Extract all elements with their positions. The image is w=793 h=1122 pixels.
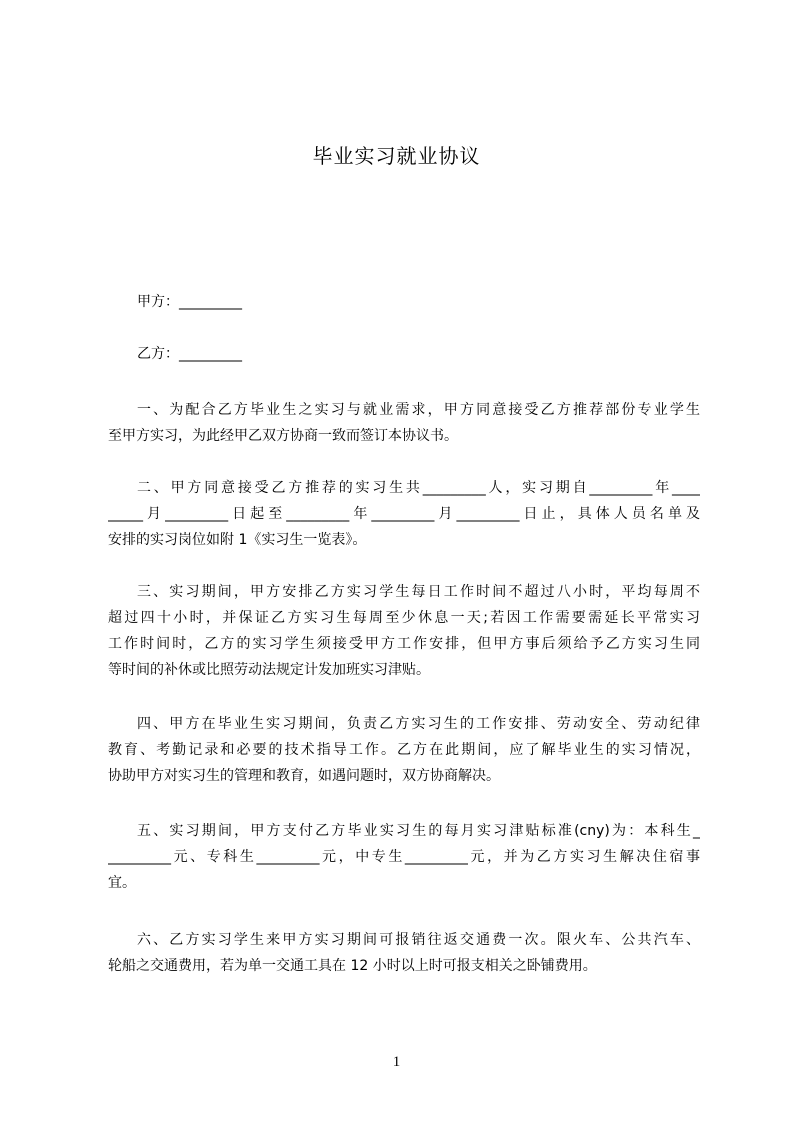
clause-line: 四、甲方在毕业生实习期间，负责乙方实习生的工作安排、劳动安全、劳动纪律 [137, 716, 700, 732]
clause-6 [108, 927, 700, 979]
clause-line: 等时间的补休或比照劳动法规定计发加班实习津贴。 [108, 662, 430, 678]
clause-line: 工作时间时，乙方的实习学生须接受甲方工作安排，但甲方事后须给予乙方实习生同 [108, 636, 700, 652]
clause-5 [108, 818, 700, 896]
clause-line: _____月_________日起至_________年_________月_________日止，具体人员名单及 [108, 506, 700, 522]
clause-line: 三、实习期间，甲方安排乙方实习学生每日工作时间不超过八小时，平均每周不 [137, 584, 700, 600]
clause-line: 协助甲方对实习生的管理和教育，如遇问题时，双方协商解决。 [108, 768, 500, 784]
clause-2 [108, 475, 700, 553]
clause-line: 二、甲方同意接受乙方推荐的实习生共_________人，实习期自_________年____ [137, 480, 700, 496]
clause-4 [108, 711, 700, 789]
page-number: 1 [392, 1054, 401, 1070]
clause-line: 六、乙方实习学生来甲方实习期间可报销往返交通费一次。限火车、公共汽车、 [137, 932, 700, 948]
clause-1 [108, 397, 700, 449]
clause-line: 轮船之交通费用，若为单一交通工具在 12 小时以上时可报支相关之卧铺费用。 [108, 958, 597, 974]
party-b-line: 乙方：_________ [137, 346, 242, 362]
clause-line: 一、为配合乙方毕业生之实习与就业需求，甲方同意接受乙方推荐部份专业学生 [137, 402, 700, 418]
clause-line: _________元、专科生_________元，中专生_________元，并为乙方实习生解决住宿事 [108, 849, 700, 865]
clause-line: 至甲方实习，为此经甲乙双方协商一致而签订本协议书。 [108, 428, 458, 444]
clause-line: 超过四十小时，并保证乙方实习生每周至少休息一天;若因工作需要需延长平常实习 [108, 610, 700, 626]
clause-line: 宜。 [108, 875, 136, 891]
party-a-line: 甲方：_________ [137, 294, 242, 310]
clause-line: 安排的实习岗位如附 1《实习生一览表》。 [108, 532, 367, 548]
document-title: 毕业实习就业协议 [312, 144, 481, 168]
clause-3 [108, 579, 700, 683]
clause-line: 五、实习期间，甲方支付乙方毕业实习生的每月实习津贴标准(cny)为：本科生_ [137, 823, 700, 839]
clause-line: 教育、考勤记录和必要的技术指导工作。乙方在此期间，应了解毕业生的实习情况， [108, 742, 700, 758]
